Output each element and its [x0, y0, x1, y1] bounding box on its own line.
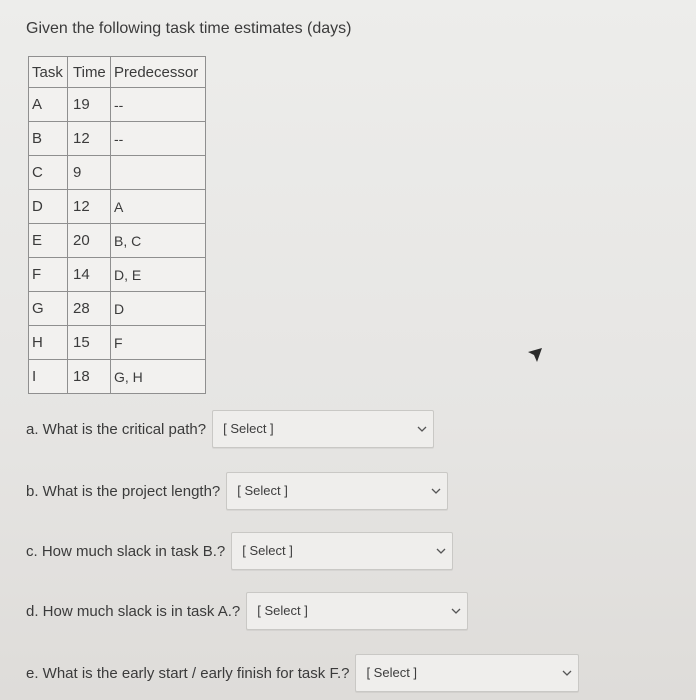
- question-e-text: e. What is the early start / early finish for task F.?: [26, 664, 350, 682]
- header-task: Task: [29, 57, 68, 88]
- time-cell: 20: [68, 224, 111, 258]
- select-placeholder: [ Select ]: [366, 665, 418, 680]
- critical-path-select[interactable]: [212, 410, 434, 448]
- question-a-text: a. What is the critical path?: [26, 420, 207, 438]
- time-cell: 12: [68, 190, 111, 224]
- time-cell: 9: [68, 156, 111, 190]
- table-row: [29, 88, 206, 122]
- table-row: [29, 122, 206, 156]
- task-cell: A: [29, 88, 68, 122]
- select-placeholder: [ Select ]: [223, 421, 274, 436]
- question-a: [26, 410, 434, 448]
- task-cell: G: [29, 292, 68, 326]
- task-table: [28, 56, 206, 394]
- slack-task-a-select[interactable]: [246, 592, 468, 630]
- table-row: [29, 258, 206, 292]
- table-row: [29, 156, 206, 190]
- table-row: [29, 292, 206, 326]
- table-header-row: [29, 57, 206, 88]
- predecessor-cell: A: [111, 190, 206, 224]
- predecessor-cell: D: [111, 292, 206, 326]
- header-predecessor: Predecessor: [111, 57, 206, 88]
- predecessor-cell: D, E: [111, 258, 206, 292]
- mouse-pointer-icon: [526, 346, 544, 364]
- time-cell: 28: [68, 292, 111, 326]
- task-cell: C: [29, 156, 68, 190]
- time-cell: 18: [68, 360, 111, 394]
- predecessor-cell: B, C: [111, 224, 206, 258]
- question-b-text: b. What is the project length?: [26, 482, 221, 500]
- project-length-select[interactable]: [226, 472, 448, 510]
- select-placeholder: [ Select ]: [237, 483, 288, 498]
- time-cell: 12: [68, 122, 111, 156]
- task-cell: B: [29, 122, 68, 156]
- task-cell: H: [29, 326, 68, 360]
- time-cell: 15: [68, 326, 111, 360]
- question-b: [26, 472, 448, 510]
- early-start-finish-f-select[interactable]: [355, 654, 579, 692]
- predecessor-cell: --: [111, 122, 206, 156]
- table-row: [29, 190, 206, 224]
- predecessor-cell: G, H: [111, 360, 206, 394]
- question-c-text: c. How much slack in task B.?: [26, 542, 226, 560]
- predecessor-cell: --: [111, 88, 206, 122]
- header-time: Time: [68, 57, 111, 88]
- task-cell: I: [29, 360, 68, 394]
- task-cell: D: [29, 190, 68, 224]
- chevron-down-icon: [562, 669, 572, 677]
- predecessor-cell: F: [111, 326, 206, 360]
- task-cell: F: [29, 258, 68, 292]
- slack-task-b-select[interactable]: [231, 532, 453, 570]
- question-d-text: d. How much slack is in task A.?: [26, 602, 241, 620]
- chevron-down-icon: [436, 547, 446, 555]
- select-placeholder: [ Select ]: [242, 543, 293, 558]
- chevron-down-icon: [417, 425, 427, 433]
- question-c: [26, 532, 453, 570]
- question-e: [26, 654, 579, 692]
- task-cell: E: [29, 224, 68, 258]
- select-placeholder: [ Select ]: [257, 603, 308, 618]
- time-cell: 19: [68, 88, 111, 122]
- question-d: [26, 592, 468, 630]
- table-row: [29, 360, 206, 394]
- intro-text: Given the following task time estimates (days): [26, 20, 352, 37]
- table-row: [29, 326, 206, 360]
- chevron-down-icon: [431, 487, 441, 495]
- table-row: [29, 224, 206, 258]
- predecessor-cell: [111, 156, 206, 190]
- chevron-down-icon: [451, 607, 461, 615]
- time-cell: 14: [68, 258, 111, 292]
